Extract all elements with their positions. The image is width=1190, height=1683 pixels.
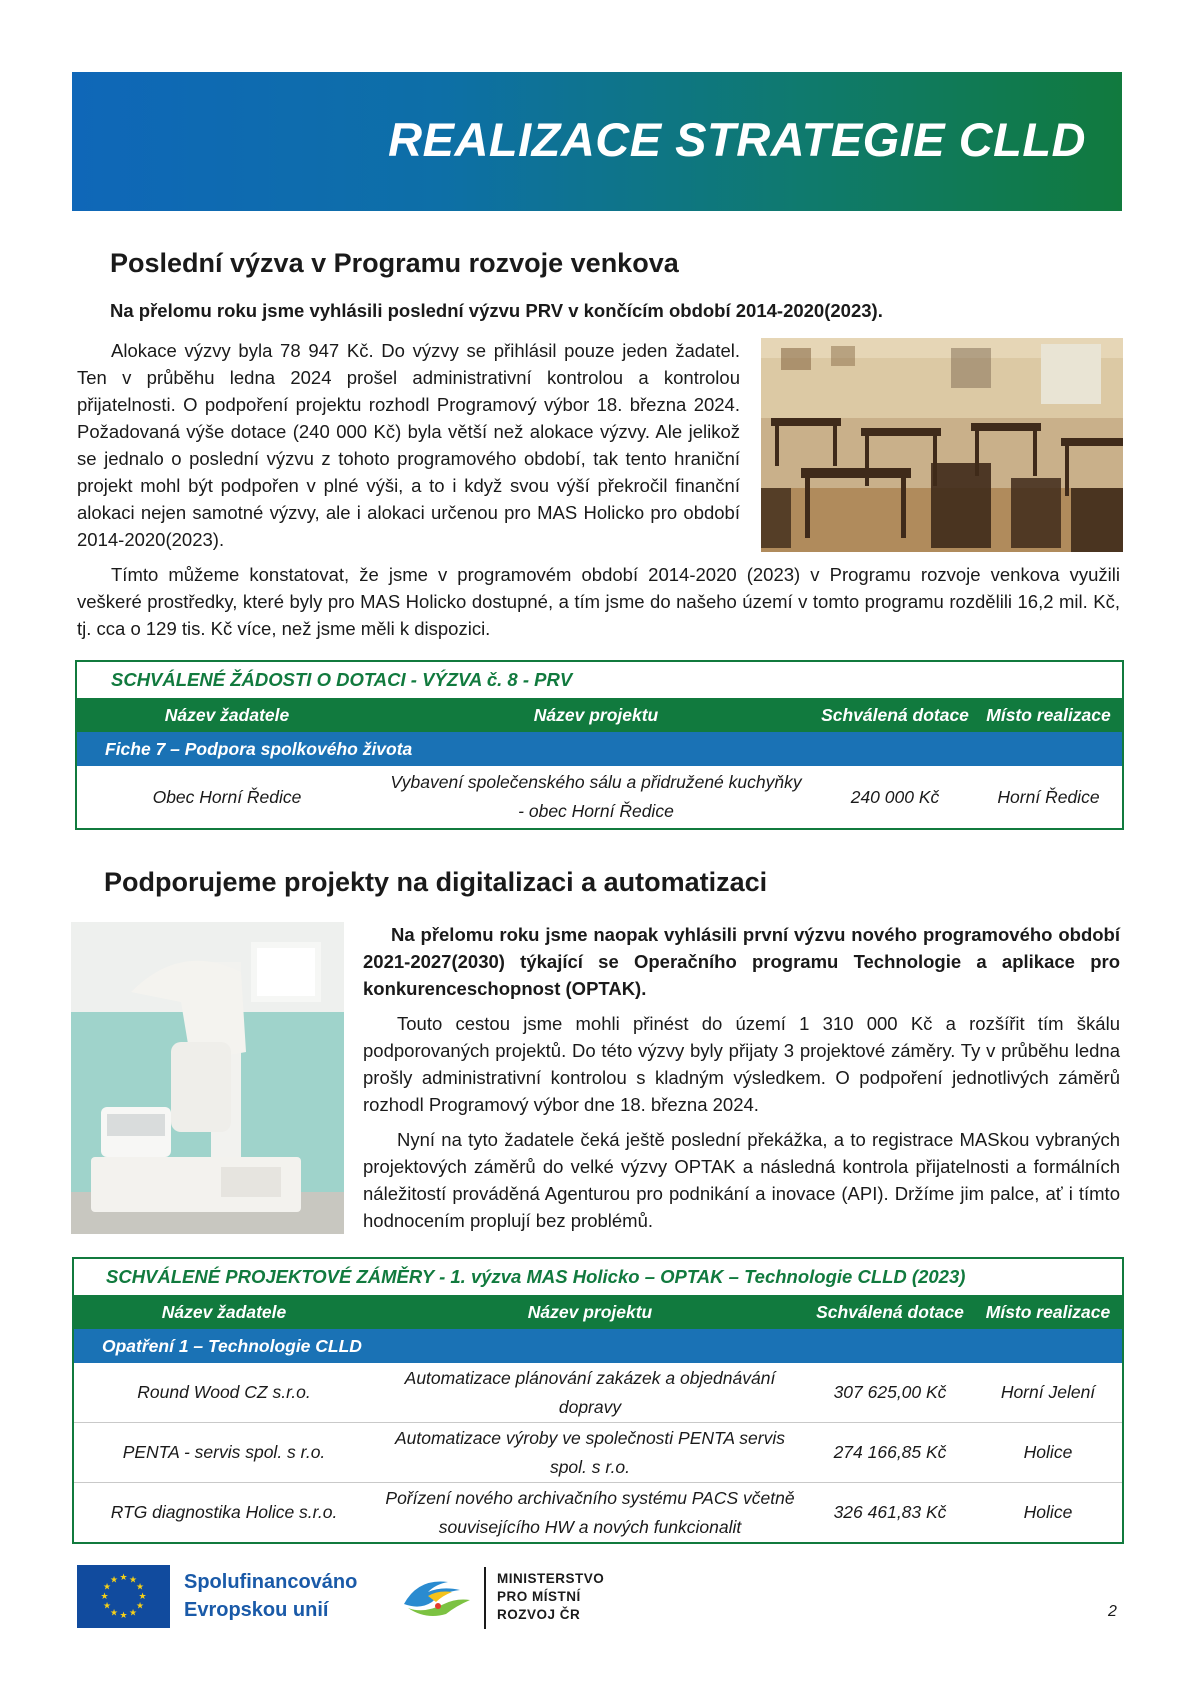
hall-image xyxy=(761,338,1123,552)
xray-image xyxy=(71,922,344,1234)
ministry-line1: MINISTERSTVO xyxy=(497,1571,605,1586)
svg-text:★: ★ xyxy=(100,1592,109,1602)
cell-project-line2: souvisejícího HW a nových funkcionalit xyxy=(438,1516,742,1537)
column-header-amount: Schválená dotace xyxy=(816,1301,964,1322)
page-number: 2 xyxy=(1108,1603,1117,1620)
svg-text:★: ★ xyxy=(138,1592,147,1602)
svg-text:★: ★ xyxy=(109,1575,119,1586)
svg-text:★: ★ xyxy=(135,1582,145,1593)
ministry-name xyxy=(497,1570,604,1624)
table-header xyxy=(74,1295,1122,1329)
cell-amount: 307 625,00 Kč xyxy=(833,1382,947,1402)
ministry-line2: PRO MÍSTNÍ xyxy=(497,1589,581,1604)
cell-project xyxy=(374,1484,806,1542)
cell-applicant: Round Wood CZ s.r.o. xyxy=(137,1382,311,1402)
table-title: SCHVÁLENÉ PROJEKTOVÉ ZÁMĚRY - 1. výzva MAS Holicko – OPTAK – Technologie CLLD (2023) xyxy=(106,1266,966,1287)
logo-divider xyxy=(484,1567,486,1629)
column-header-place: Místo realizace xyxy=(986,704,1111,725)
xray-photo xyxy=(71,922,344,1234)
table-group-row: Fiche 7 – Podpora spolkového života xyxy=(77,732,1122,766)
eu-text-line2: Evropskou unií xyxy=(184,1599,329,1621)
section-lead-prv: Na přelomu roku jsme vyhlásili poslední výzvu PRV v končícím období 2014-2020(2023). xyxy=(110,300,883,321)
cell-project-line1: Automatizace plánování zakázek a objednávání xyxy=(404,1367,776,1388)
table-title: SCHVÁLENÉ ŽÁDOSTI O DOTACI - VÝZVA č. 8 - PRV xyxy=(111,669,573,690)
hall-photo xyxy=(761,338,1123,552)
table-group-row: Opatření 1 – Technologie CLLD xyxy=(74,1329,1122,1363)
cell-applicant: RTG diagnostika Holice s.r.o. xyxy=(110,1502,338,1522)
ministry-line3: ROZVOJ ČR xyxy=(497,1607,581,1622)
page-title: REALIZACE STRATEGIE CLLD xyxy=(388,113,1086,166)
mmr-logo-icon xyxy=(398,1570,474,1622)
eu-cofinancing-text xyxy=(184,1568,357,1624)
paragraph-prv-allocation: Alokace výzvy byla 78 947 Kč. Do výzvy se přihlásil pouze jeden žadatel. Ten v průběhu ledna 2024 prošel administrativní kontrolou a kontrolou přijatelnosti. O podpoření projektu rozhodl Programový výbor 18. března 2024. Požadovaná výše dotace (240 000 Kč) byla větší než alokace výzvy. Ale jelikož se jednalo o poslední výzvu z tohoto programového období, tak tento hraniční projekt mohl být podpořen v plné výši, a to i když svou výší překročil finanční alokaci nejen samotné výzvy, ale i alokaci určenou pro MAS Holicko pro období 2014-2020(2023). xyxy=(77,340,740,550)
section-lead-optak: Na přelomu roku jsme naopak vyhlásili první výzvu nového programového období 2021-2027(2030) týkající se Operačního programu Technologie a aplikace pro konkurenceschopnost (OPTAK). xyxy=(363,924,1120,999)
column-header-amount: Schválená dotace xyxy=(821,704,969,725)
cell-project-line1: Automatizace výroby ve společnosti PENTA servis xyxy=(394,1427,785,1448)
table-optak-approved xyxy=(72,1257,1124,1544)
table-header xyxy=(77,698,1122,732)
cell-amount: 326 461,83 Kč xyxy=(833,1502,947,1522)
cell-amount: 240 000 Kč xyxy=(850,786,940,807)
cell-project-line1: Vybavení společenského sálu a přidružené kuchyňky xyxy=(390,772,802,792)
table-row xyxy=(74,1363,1122,1422)
svg-text:★: ★ xyxy=(128,1575,138,1586)
cell-applicant: Obec Horní Ředice xyxy=(152,786,302,807)
svg-text:★: ★ xyxy=(102,1601,112,1612)
svg-text:★: ★ xyxy=(119,1573,128,1583)
paragraph-optak-allocation: Touto cestou jsme mohli přinést do území 1 310 000 Kč a rozšířit tím škálu podporovaných projektů. Do této výzvy byly přijaty 3 projektové záměry. Ty v průběhu ledna prošly administrativní kontrolou s kladným výsledkem. O podpoření jednotlivých záměrů rozhodl Programový výbor dne 18. března 2024. xyxy=(363,1013,1120,1115)
svg-text:★: ★ xyxy=(119,1611,128,1621)
cell-project-line2: - obec Horní Ředice xyxy=(518,801,674,821)
table-prv-approved xyxy=(75,660,1124,830)
cell-project xyxy=(374,1424,806,1482)
paragraph-optak-next-steps: Nyní na tyto žadatele čeká ještě poslední překážka, a to registrace MASkou vybraných projektových záměrů do velké výzvy OPTAK a následná kontrola přijatelnosti a formálních náležitostí prováděná Agenturou pro podnikání a inovace (API). Držíme jim palce, ať i tímto hodnocením proplují bez problémů. xyxy=(363,1129,1120,1231)
column-header-place: Místo realizace xyxy=(985,1301,1111,1322)
svg-text:★: ★ xyxy=(109,1608,119,1619)
cell-project-line2: spol. s r.o. xyxy=(549,1456,631,1477)
table-row xyxy=(74,1422,1122,1482)
header-banner xyxy=(72,72,1122,211)
section-heading-optak: Podporujeme projekty na digitalizaci a automatizaci xyxy=(104,867,768,897)
eu-flag-icon xyxy=(77,1565,170,1628)
column-header-project: Název projektu xyxy=(533,704,659,725)
cell-applicant: PENTA - servis spol. s r.o. xyxy=(122,1442,326,1462)
svg-text:★: ★ xyxy=(128,1608,138,1619)
svg-text:★: ★ xyxy=(102,1582,112,1593)
cell-place: Holice xyxy=(1023,1502,1073,1522)
paragraph-prv-summary: Tímto můžeme konstatovat, že jsme v programovém období 2014-2020 (2023) v Programu rozvoje venkova využili veškeré prostředky, které byly pro MAS Holicko dostupné, a tím jsme do našeho území v tomto programu rozdělili 16,2 mil. Kč, tj. cca o 129 tis. Kč více, než jsme měli k dispozici. xyxy=(77,564,1120,639)
column-header-applicant: Název žadatele xyxy=(164,704,290,725)
cell-project-line2: dopravy xyxy=(558,1396,622,1417)
mmr-logo-image xyxy=(398,1570,474,1622)
section-heading-prv: Poslední výzva v Programu rozvoje venkova xyxy=(110,248,679,278)
cell-place: Horní Jelení xyxy=(1000,1382,1096,1402)
eu-text-line1: Spolufinancováno xyxy=(184,1571,358,1593)
cell-project-line1: Pořízení nového archivačního systému PACS včetně xyxy=(385,1487,795,1508)
cell-place: Horní Ředice xyxy=(997,786,1100,807)
column-header-applicant: Název žadatele xyxy=(161,1301,287,1322)
table-row xyxy=(74,1482,1122,1542)
cell-amount: 274 166,85 Kč xyxy=(833,1442,947,1462)
svg-text:★: ★ xyxy=(135,1601,145,1612)
eu-stars-icon xyxy=(77,1565,170,1628)
cell-place: Holice xyxy=(1023,1442,1073,1462)
table-row xyxy=(77,766,1122,828)
cell-project xyxy=(377,768,815,826)
column-header-project: Název projektu xyxy=(527,1301,653,1322)
cell-project xyxy=(374,1364,806,1422)
